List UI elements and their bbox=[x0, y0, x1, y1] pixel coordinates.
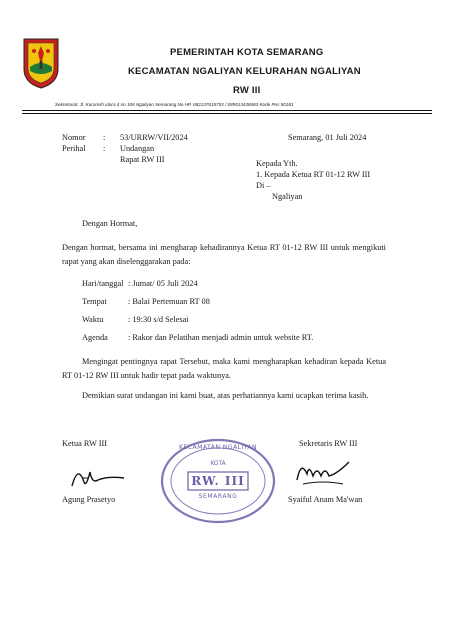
detail-value: : Jumat/ 05 Juli 2024 bbox=[128, 279, 198, 288]
nomor-colon: : bbox=[103, 133, 106, 142]
letterhead-rule bbox=[22, 110, 432, 111]
stamp-main: RW. III bbox=[191, 474, 245, 488]
detail-row bbox=[82, 314, 402, 332]
recipient-line4: Ngaliyan bbox=[272, 192, 303, 201]
stamp-top-text: KECAMATAN NGALIYAN bbox=[178, 444, 258, 451]
perihal-colon: : bbox=[103, 144, 106, 153]
nomor-value: 53/URRW/VII/2024 bbox=[120, 133, 188, 142]
right-signatory-title: Sekretaris RW III bbox=[299, 439, 358, 448]
detail-value: : Balai Pertemuan RT 08 bbox=[128, 297, 210, 306]
detail-row bbox=[82, 332, 402, 350]
letterhead-line2: KECAMATAN NGALIYAN KELURAHAN NGALIYAN bbox=[128, 66, 361, 77]
nomor-label: Nomor bbox=[62, 133, 86, 142]
recipient-line3: Di – bbox=[256, 181, 271, 190]
detail-label: Agenda bbox=[82, 333, 108, 342]
stamp-bottom: SEMARANG bbox=[198, 493, 238, 500]
detail-label: Hari/tanggal bbox=[82, 279, 124, 288]
letter-date: Semarang, 01 Juli 2024 bbox=[288, 133, 367, 142]
event-details bbox=[82, 278, 402, 350]
letterhead-line1: PEMERINTAH KOTA SEMARANG bbox=[170, 47, 324, 58]
right-signatory-name: Syaiful Anam Ma'wan bbox=[288, 495, 363, 504]
left-signatory-title: Ketua RW III bbox=[62, 439, 108, 448]
city-emblem bbox=[21, 37, 61, 89]
recipient-line2: 1. Kepada Ketua RT 01-12 RW III bbox=[256, 170, 371, 179]
left-signatory-name: Agung Prasetyo bbox=[62, 495, 116, 504]
closing-paragraph-1: Mengingat pentingnya rapat Tersebut, maka kami mengharapkan kehadiran kepada Ketua RT 01-12 RW III untuk hadir tepat pada waktunya. bbox=[62, 357, 386, 380]
stamp-city: KOTA bbox=[210, 461, 226, 467]
perihal-label: Perihal bbox=[62, 144, 86, 153]
letterhead-address: Sekretariat: Jl. Karonsih utara 4 no 106 Ngaliyan Semarang No HP. 082137615753 / 089513438483 Kode Pos 50181 bbox=[55, 102, 294, 107]
closing-paragraph-2: Demikian surat undangan ini kami buat, atas perhatiannya kami ucapkan terima kasih. bbox=[82, 391, 369, 400]
detail-value: : 19:30 s/d Selesai bbox=[128, 315, 189, 324]
intro-paragraph: Dengan hormat, bersama ini mengharap kehadirannya Ketua RT 01-12 RW III untuk mengikuti rapat yang akan diselenggarakan pada: bbox=[62, 243, 386, 266]
greeting: Dengan Hormat, bbox=[82, 219, 138, 228]
detail-label: Waktu bbox=[82, 315, 104, 324]
perihal-value-2: Rapat RW III bbox=[120, 155, 165, 164]
detail-label: Tempat bbox=[82, 297, 107, 306]
left-signature bbox=[68, 458, 128, 494]
letterhead-line3: RW III bbox=[233, 85, 261, 96]
recipient-line1: Kepada Yth. bbox=[256, 159, 298, 168]
detail-row bbox=[82, 296, 402, 314]
right-signature bbox=[293, 454, 353, 490]
detail-row bbox=[82, 278, 402, 296]
detail-value: : Rakor dan Pelatihan menjadi admin untuk website RT. bbox=[128, 333, 314, 342]
perihal-value-1: Undangan bbox=[120, 144, 155, 153]
letterhead-rule-thin bbox=[22, 113, 432, 114]
